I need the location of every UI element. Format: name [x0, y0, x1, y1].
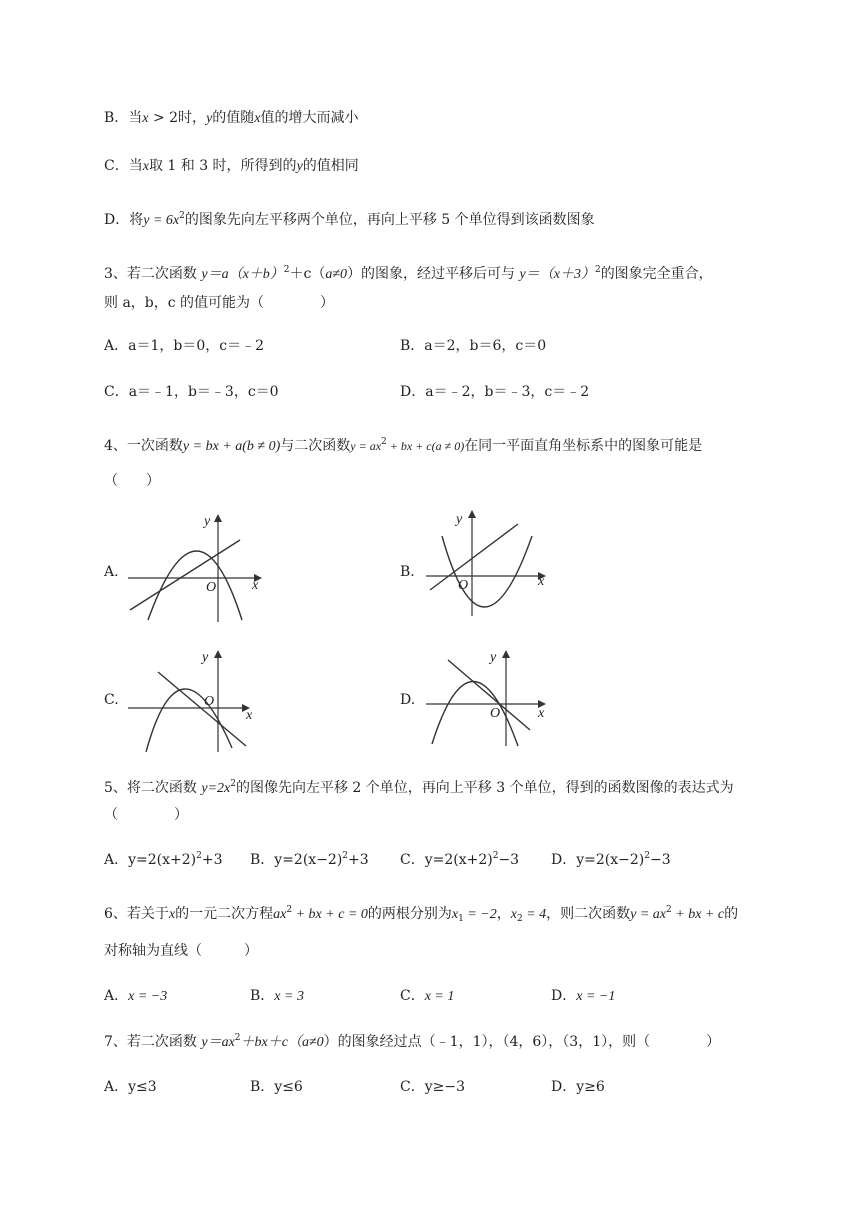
axis-y-label: y — [204, 514, 211, 529]
q4-stem: 4、一次函数y = bx + a(b ≠ 0)与二次函数$y = ax^2$ + bx + c(a ≠ 0)在同一平面直角坐标系中的图象可能是 — [104, 437, 703, 454]
q6-stem-line2: 对称轴为直线（ ） — [104, 943, 258, 959]
q4-label-a: A. — [104, 564, 119, 580]
q5-option-d: D．$y=2(x-2)^2-3$ — [551, 851, 671, 868]
q3-option-d: D．a＝﹣2，b＝﹣3，c＝﹣2 — [400, 384, 590, 400]
q6-option-a: A．x = −3 — [104, 988, 168, 1004]
axis-x-label: x — [538, 706, 545, 721]
origin-label: O — [490, 706, 501, 721]
axis-x-label: x — [246, 708, 253, 723]
q4-label-b: B. — [400, 564, 415, 580]
q5-option-b: B．$y=2(x-2)^2+3$ — [250, 851, 369, 868]
q7-stem: 7、若二次函数 $y=ax^2+bx+c(a\ne 0)$的图象经过点（﹣1，1），（4，6），（3，1），则（ ） — [104, 1033, 721, 1050]
axis-y-label: y — [456, 512, 463, 527]
q3-option-b: B．a＝2，b＝6，c＝0 — [400, 338, 547, 354]
q6-option-c: C．x = 1 — [400, 988, 455, 1004]
q7-option-b: B．y≤6 — [250, 1079, 303, 1095]
q5-option-a: A．$y=2(x+2)^2+3$ — [104, 851, 223, 868]
q2-option-b: B．当x > 2时，y的值随x值的增大而减小 — [104, 110, 359, 126]
q6-option-d: D．x = −1 — [551, 988, 616, 1004]
q2-option-d: D．将$y = 6x^2$的图象先向左平移两个单位，再向上平移 5 个单位得到该函数图象 — [104, 211, 595, 228]
axis-x-label: x — [538, 574, 545, 589]
origin-label: O — [206, 580, 217, 595]
origin-label: O — [204, 694, 215, 709]
axis-y-label: y — [202, 650, 209, 665]
q7-option-d: D．y≥6 — [551, 1079, 605, 1095]
q7-option-c: C．y≥−3 — [400, 1079, 465, 1095]
q7-option-a: A．y≤3 — [104, 1079, 157, 1095]
q2-option-c: C．当x取 1 和 3 时，所得到的y的值相同 — [104, 158, 359, 174]
q4-label-c: C. — [104, 692, 119, 708]
q6-stem-line1: 6、若关于x的一元二次方程$ax^2$ + bx + c = 0的两根分别为$x_1 = -2$，$x_2 = 4$，则二次函数$y = ax^2$ + bx + c的 — [104, 905, 739, 924]
q5-stem: 5、将二次函数 $y=2x^2$的图像先向左平移 2 个单位，再向上平移 3 个单位，得到的函数图像的表达式为 — [104, 779, 734, 796]
q4-answer-paren: （ ） — [104, 473, 160, 489]
q5-option-c: C．$y=2(x+2)^2-3$ — [400, 851, 520, 868]
q3-option-a: A．a＝1，b＝0，c＝﹣2 — [104, 338, 264, 354]
axis-y-label: y — [490, 650, 497, 665]
origin-label: O — [458, 578, 469, 593]
q3-option-c: C．a＝﹣1，b＝﹣3，c＝0 — [104, 384, 279, 400]
q5-answer-paren: （ ） — [104, 807, 188, 823]
q4-graph-d — [420, 648, 560, 758]
axis-x-label: x — [252, 578, 259, 593]
q4-label-d: D. — [400, 692, 416, 708]
q4-graph-a — [120, 512, 270, 622]
q4-graph-b — [420, 508, 560, 618]
q3-stem-line1: 3、若二次函数 $y=a(x+b)^2+c(a\ne 0)$的图象，经过平移后可与 $y=(x+3)^2$的图象完全重合， — [104, 265, 713, 282]
q6-option-b: B．x = 3 — [250, 988, 304, 1004]
q4-graph-c — [120, 648, 270, 758]
q3-stem-line2: 则 a，b，c 的值可能为（ ） — [104, 295, 335, 311]
